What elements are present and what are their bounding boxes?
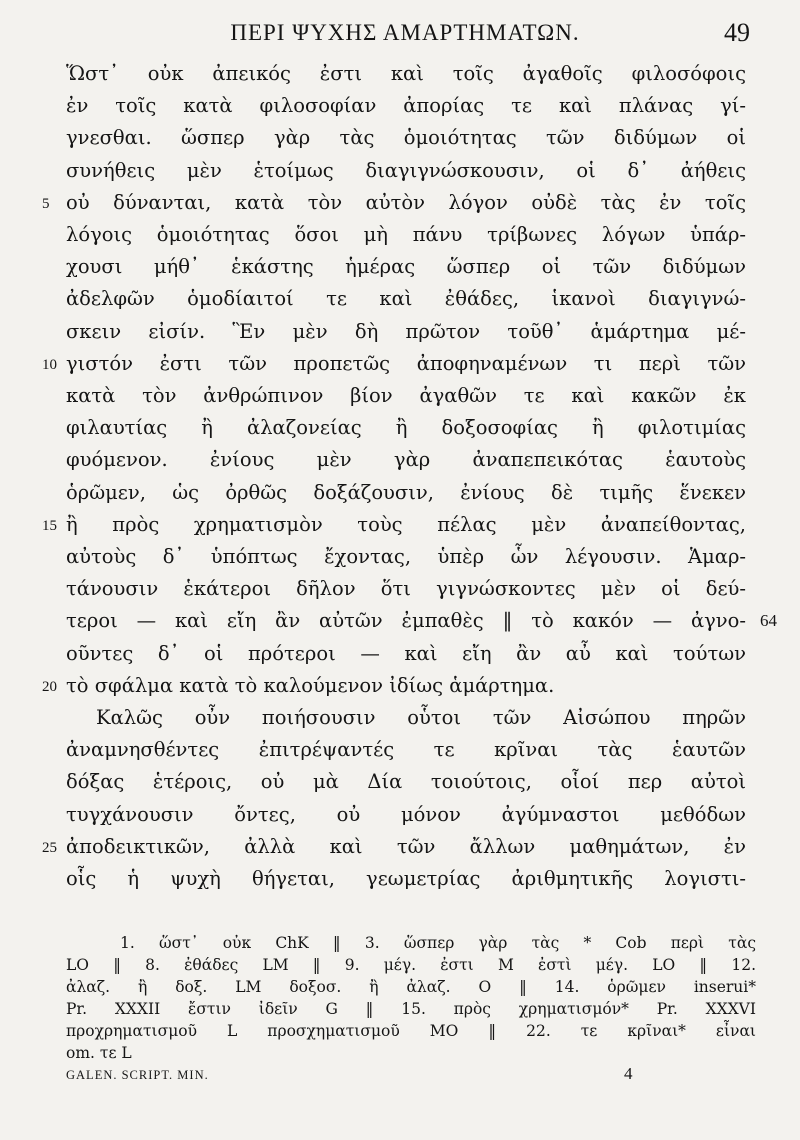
text-line: οῦντες δ᾽ οἱ πρότεροι — καὶ εἴη ἂν αὖ καὶ τούτων bbox=[66, 641, 746, 665]
text-line: τὸ σφάλμα κατὰ τὸ καλούμενον ἰδίως ἁμάρτημα. bbox=[66, 673, 555, 697]
text-line: γιστόν ἐστι τῶν προπετῶς ἀποφηναμένων τι περὶ τῶν bbox=[66, 351, 746, 375]
apparatus-line: Pr. XXXII ἔστιν ἰδεῖν G ‖ 15. πρὸς χρηματισμόν* Pr. XXXVI bbox=[66, 1000, 756, 1018]
text-line: Ὥστ᾽ οὐκ ἀπεικός ἐστι καὶ τοῖς ἀγαθοῖς φιλοσόφοις bbox=[66, 62, 746, 85]
text-line: γνεσθαι. ὥσπερ γὰρ τὰς ὁμοιότητας τῶν διδύμων οἱ bbox=[66, 126, 746, 150]
text-line: φυόμενον. ἐνίους μὲν γὰρ ἀναπεπεικότας ἑαυτοὺς bbox=[66, 448, 746, 472]
text-line: οὐ δύνανται, κατὰ τὸν αὐτὸν λόγον οὐδὲ τὰς ἐν τοῖς bbox=[66, 190, 746, 214]
page-number: 49 bbox=[724, 18, 750, 47]
apparatus-line: ἀλαζ. ἢ δοξ. LM δοξοσ. ἢ ἀλαζ. O ‖ 14. ὁρῶμεν inserui* bbox=[66, 978, 756, 996]
apparatus-line: om. τε L bbox=[66, 1044, 132, 1062]
text-line: ἀποδεικτικῶν, ἀλλὰ καὶ τῶν ἄλλων μαθημάτων, ἐν bbox=[66, 834, 746, 858]
text-line: συνήθεις μὲν ἑτοίμως διαγιγνώσκουσιν, οἱ δ᾽ ἀήθεις bbox=[66, 158, 746, 182]
page-header bbox=[60, 14, 750, 50]
line-number: 25 bbox=[42, 839, 57, 856]
page-footer bbox=[66, 1064, 756, 1094]
text-line: λόγοις ὁμοιότητας ὅσοι μὴ πάνυ τρίβωνες λόγων ὑπάρ- bbox=[66, 223, 746, 246]
text-line: ἀδελφῶν ὁμοδίαιτοί τε καὶ ἐθάδες, ἱκανοὶ διαγιγνώ- bbox=[66, 287, 746, 311]
apparatus-line: προχρηματισμοῦ L προσχηματισμοῦ MO ‖ 22. τε κρῖναι* εἶναι bbox=[66, 1022, 756, 1040]
text-line: Καλῶς οὖν ποιήσουσιν οὗτοι τῶν Αἰσώπου πηρῶν bbox=[96, 706, 746, 729]
text-line: αὐτοὺς δ᾽ ὑπόπτως ἔχοντας, ὑπὲρ ὧν λέγουσιν. Ἁμαρ- bbox=[66, 545, 746, 568]
text-line: σκειν εἰσίν. Ἓν μὲν δὴ πρῶτον τοῦθ᾽ ἁμάρτημα μέ- bbox=[66, 319, 746, 343]
text-line: ἢ πρὸς χρηματισμὸν τοὺς πέλας μὲν ἀναπείθοντας, bbox=[66, 512, 746, 536]
line-number: 10 bbox=[42, 356, 57, 373]
apparatus-line: LO ‖ 8. ἐθάδες LM ‖ 9. μέγ. ἐστι M ἐστὶ μέγ. LO ‖ 12. bbox=[66, 956, 756, 974]
text-line: ὁρῶμεν, ὡς ὀρθῶς δοξάζουσιν, ἐνίους δὲ τιμῆς ἕνεκεν bbox=[66, 480, 746, 504]
text-line: ἐν τοῖς κατὰ φιλοσοφίαν ἀπορίας τε καὶ πλάνας γί- bbox=[66, 94, 746, 118]
line-number: 5 bbox=[42, 195, 50, 212]
text-line: τυγχάνουσιν ὄντες, οὐ μόνον ἀγύμναστοι μεθόδων bbox=[66, 802, 746, 826]
line-number: 20 bbox=[42, 678, 57, 695]
text-line: φιλαυτίας ἢ ἀλαζονείας ἢ δοξοσοφίας ἢ φιλοτιμίας bbox=[66, 416, 746, 440]
text-line: οἷς ἡ ψυχὴ θήγεται, γεωμετρίας ἀριθμητικῆς λογιστι- bbox=[66, 867, 746, 890]
printer-signature: GALEN. SCRIPT. MIN. bbox=[66, 1068, 209, 1082]
sheet-number: 4 bbox=[624, 1064, 633, 1083]
text-line: τεροι — καὶ εἴη ἂν αὐτῶν ἐμπαθὲς ‖ τὸ κακόν — ἀγνο- bbox=[66, 609, 746, 633]
line-number: 15 bbox=[42, 517, 57, 534]
text-line: τάνουσιν ἑκάτεροι δῆλον ὅτι γιγνώσκοντες μὲν οἱ δεύ- bbox=[66, 577, 746, 601]
text-line: ἀναμνησθέντες ἐπιτρέψαντές τε κρῖναι τὰς ἑαυτῶν bbox=[66, 738, 746, 762]
text-line: χουσι μήθ᾽ ἑκάστης ἡμέρας ὥσπερ οἱ τῶν διδύμων bbox=[66, 255, 746, 279]
running-title: ΠΕΡΙ ΨΥΧΗΣ ΑΜΑΡΤΗΜΑΤΩΝ. bbox=[230, 20, 580, 45]
text-line: δόξας ἑτέροις, οὐ μὰ Δία τοιούτοις, οἷοί περ αὐτοὶ bbox=[66, 770, 746, 794]
apparatus-line: 1. ὥστ᾽ οὐκ ChK ‖ 3. ὥσπερ γὰρ τὰς * Cob περὶ τὰς bbox=[120, 934, 756, 952]
text-line: κατὰ τὸν ἀνθρώπινον βίον ἀγαθῶν τε καὶ κακῶν ἐκ bbox=[66, 384, 746, 407]
margin-page-reference: 64 bbox=[760, 611, 777, 631]
